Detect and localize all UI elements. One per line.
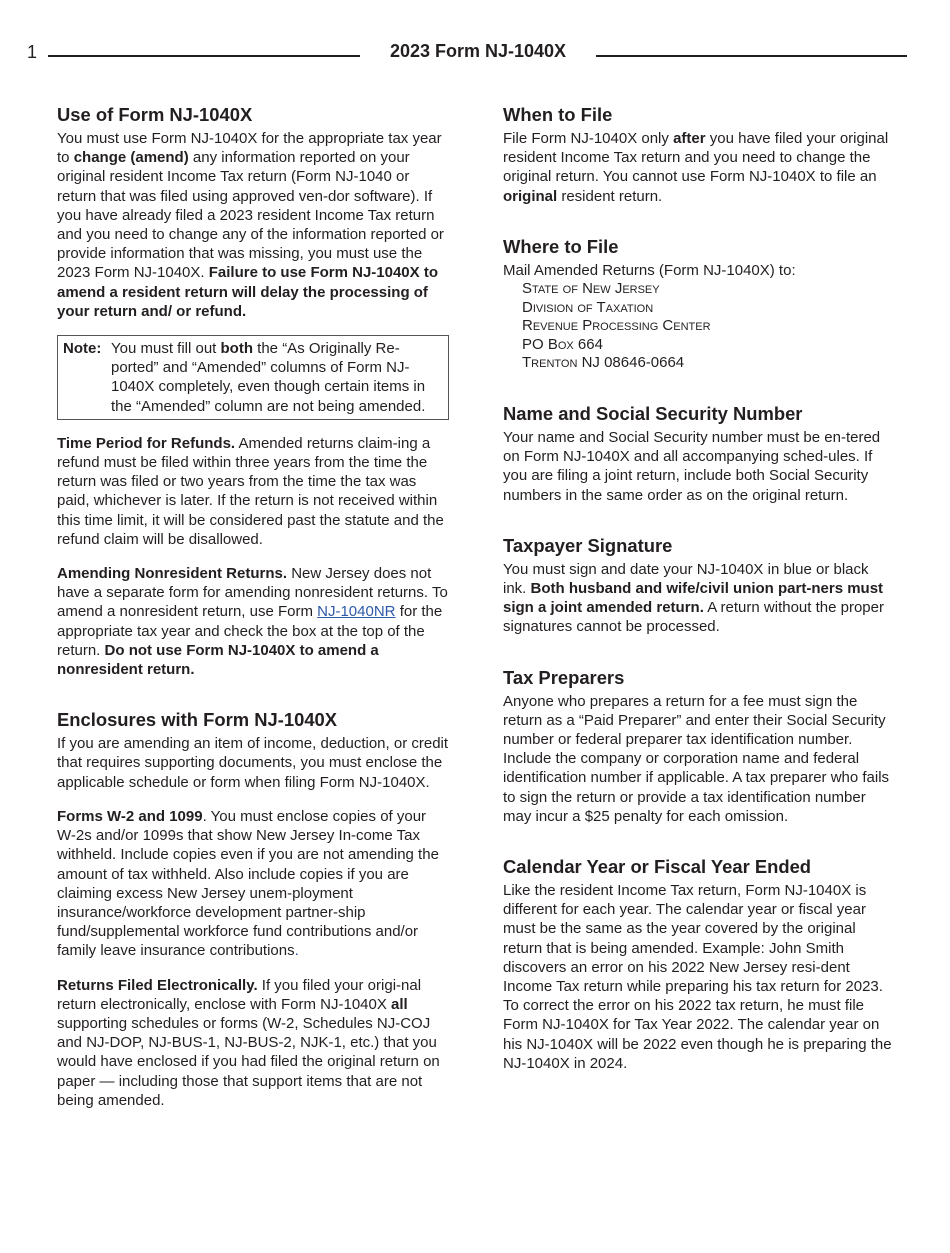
address-line: Trenton NJ 08646-0664 (522, 354, 685, 372)
right-column (503, 104, 895, 1073)
signature-heading: Taxpayer Signature (503, 534, 673, 556)
tax-preparers-heading: Tax Preparers (503, 666, 625, 688)
signature-paragraph: You must sign and date your NJ-1040X in blue or black ink. Both husband and wife/civil union part-ners must sign a joint amended return. A return without the proper signatures cannot be processed. (503, 560, 884, 636)
use-of-form-warning: Failure to use Form NJ-1040X to amend a resident return will delay the processing of your return and/ or refund. (57, 264, 438, 320)
address-line: PO Box 664 (522, 335, 603, 353)
address-line: Division of Taxation (522, 298, 654, 316)
where-to-file-paragraph: Mail Amended Returns (Form NJ-1040X) to: (503, 261, 796, 279)
note-text: You must fill out both the “As Originally Re-ported” and “Amended” columns of Form NJ-1040X completely, even though certain items in the “Amended” column are not being amended. (111, 340, 426, 415)
where-to-file-heading: Where to File (503, 235, 619, 257)
address-line: Revenue Processing Center (522, 317, 711, 335)
ssn-paragraph: Your name and Social Security number must be en-tered on Form NJ-1040X and all accompanying sched-ules. If you are filing a joint return, include both Social Security numbers in the same order as on the original return. (503, 428, 881, 504)
nj-1040nr-link[interactable]: NJ-1040NR (317, 603, 396, 621)
nonresident-paragraph: Amending Nonresident Returns. New Jersey does not have a separate form for amending nonresident returns. To amend a nonresident return, use Form NJ-1040NR for the appropriate tax year and check the box at the top of the return. Do not use Form NJ-1040X to amend a nonresident return. (57, 565, 448, 679)
note-label: Note: (63, 340, 102, 358)
enclosures-paragraph: If you are amending an item of income, deduction, or credit that requires supporting documents, you must enclose the applicable schedule or form when filing Form NJ-1040X. (57, 735, 449, 791)
header-rule-right (596, 55, 907, 57)
calendar-year-paragraph: Like the resident Income Tax return, Form NJ-1040X is different for each year. The calendar year or fiscal year must be the same as the year covered by the original return that is being amended. Example: John Smith discovers an error on his 2022 New Jersey resi-dent Income Tax return while preparing his tax return for 2023. To correct the error on his 2022 tax return, he must file Form NJ-1040X for Tax Year 2022. The calendar year on his NJ-1040X will be 2022 even though he is preparing the NJ-1040X in 2024. (503, 882, 892, 1072)
header-rule-left (48, 55, 360, 57)
ssn-heading: Name and Social Security Number (503, 402, 803, 424)
calendar-year-heading: Calendar Year or Fiscal Year Ended (503, 856, 812, 878)
address-line: State of New Jersey (522, 280, 660, 298)
when-to-file-heading: When to File (503, 104, 613, 125)
page-number: 1 (27, 42, 38, 62)
w2-paragraph: Forms W-2 and 1099. You must enclose copies of your W-2s and/or 1099s that show New Jersey In-come Tax withheld. Include copies even if you are not amending the amount of tax withheld. Also include copies if you are claiming excess New Jersey unem-ployment insurance/workforce development partner-ship fund/supplemental workforce fund contributions and/or family leave insurance contributions. (57, 807, 439, 960)
page-header (0, 38, 950, 68)
use-of-form-paragraph: You must use Form NJ-1040X for the appropriate tax year to change (amend) any information reported on your original resident Income Tax return (Form NJ-1040 or return that was filed using approved ven-dor software). If you have already filed a 2023 resident Income Tax return and you need to change any of the information reported or provide information that was missing, you must use the 2023 Form NJ-1040X. Failure to use Form NJ-1040X to amend a resident return will delay the processing of your return and/ or refund. (57, 130, 444, 320)
document-title: 2023 Form NJ-1040X (389, 41, 567, 61)
when-to-file-paragraph: File Form NJ-1040X only after you have filed your original resident Income Tax return and you need to change the original return. You cannot use Form NJ-1040X to file an original resident return. (503, 130, 889, 205)
left-column (57, 104, 449, 1110)
tax-preparers-paragraph: Anyone who prepares a return for a fee must sign the return as a “Paid Preparer” and enter their Social Security number or federal preparer tax identification number. Include the company or corporation name and federal identification number if applicable. A tax preparer who fails to sign the return or provide a tax identification number may incur a $25 penalty for each omission. (503, 692, 890, 825)
note-box (57, 335, 449, 420)
refunds-paragraph: Time Period for Refunds. Amended returns claim-ing a refund must be filed within three years from the time the return was filed or two years from the time the tax was paid, whichever is later. If the return is not received within this time limit, it will be considered past the statute and the refund claim will be disallowed. (57, 434, 444, 548)
mailing-address (503, 280, 895, 373)
use-of-form-heading: Use of Form NJ-1040X (57, 104, 253, 125)
enclosures-heading: Enclosures with Form NJ-1040X (57, 709, 338, 731)
electronic-returns-paragraph: Returns Filed Electronically. If you filed your origi-nal return electronically, enclose with Form NJ-1040X all supporting schedules or forms (W-2, Schedules NJ-COJ and NJ-DOP, NJ-BUS-1, NJ-BUS-2, NJK-1, etc.) that you would have enclosed if you had filed the original return on paper — including those that support items that are not being amended. (57, 976, 440, 1109)
